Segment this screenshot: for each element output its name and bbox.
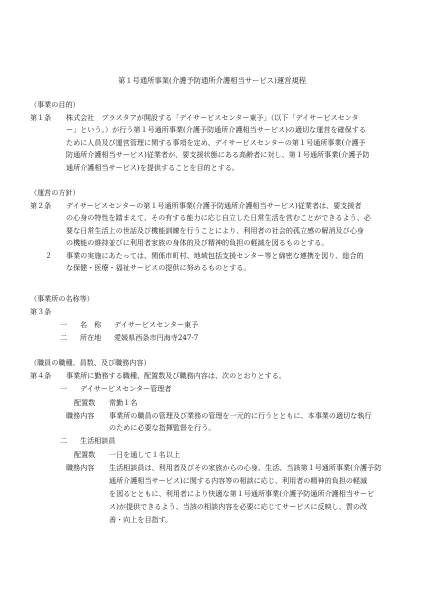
article-2-line: の心身の特性を踏まえて、その有する能力に応じ自立した日常生活を営むことができるよう、必	[66, 213, 371, 222]
article-2-line: の機能の維持並びに利用者家族の身体的及び精神的負担の軽減を図るものとする。	[66, 238, 329, 247]
article-3-item-2-label: 所在地	[80, 333, 102, 342]
item-2-duty-line: 通所介護相当サービス)に関する内容等の相談に応じ、利用者の精神的負担の軽減	[109, 476, 368, 485]
section-heading-policy: （運営の方針）	[30, 188, 80, 197]
item-2-duty-label: 職務内容	[66, 463, 95, 472]
item-2-duty-line: 善・向上を目指す。	[109, 515, 173, 524]
item-1-duty-label: 職務内容	[66, 411, 95, 420]
article-1-line: 通所介護相当サービス)を提供することを目的とする。	[66, 163, 240, 172]
article-2-line: デイサービスセンターの第１号通所事業(介護予防通所介護相当サービス)従業者は、要支援者	[66, 201, 362, 210]
item-2-duty-line: 生活相談員は、利用者及びその家族からの心身、生活、当該第１号通所事業(介護予防	[109, 463, 382, 472]
facility-address: 愛媛県西条市円海寺247-7	[114, 333, 199, 342]
article-3-item-1-label: 名 称	[80, 320, 102, 329]
section-heading-name: （事業所の名称等）	[30, 294, 94, 303]
article-2-paragraph-2-line: な保健・医療・福祉サービスの提供に努めるものとする。	[66, 263, 251, 272]
article-3-label: 第３条	[30, 307, 52, 316]
section-heading-staff: （職員の職種、員数、及び職務内容）	[30, 358, 151, 367]
item-2-count-value: 一日を通して１名以上	[109, 450, 180, 459]
item-2-duty-line: を図るとともに、利用者により快適な第１号通所事業(介護予防通所介護相当サービ	[109, 489, 375, 498]
article-2-label: 第２条	[30, 201, 52, 210]
article-1-line: ー」という。）が行う第１号通所事業(介護予防通所介護相当サービス)の適切な運営を確保する	[66, 125, 366, 134]
item-2-duty-line: ス)が提供できるよう、当該の相談内容を必要に応じてサービスに反映し、質の改	[109, 502, 368, 511]
article-3-item-2-mark: 二	[60, 333, 68, 342]
item-2-count-label: 配置数	[74, 450, 96, 459]
article-2-line: 要な日常生活上の世話及び機能訓練を行うことにより、利用者の社会的孤立感の解消及び心身	[66, 226, 364, 235]
article-2-paragraph-2-label: ２	[45, 251, 53, 260]
article-4-item-2-mark: 二	[60, 436, 68, 445]
article-1-line: 防通所介護相当サービス)従業者が、要支援状態にある高齢者に対し、第１号通所事業(介護予防	[66, 150, 370, 159]
article-2-paragraph-2-line: 事業の実施にあたっては、関係市町村、地域包括支援センター等と綿密な連携を図り、総合的	[66, 251, 364, 260]
item-1-count-value: 常勤１名	[109, 398, 138, 407]
article-4-item-2-title: 生活相談員	[80, 436, 116, 445]
article-1-line: ために人員及び運営管理に関する事項を定め、デイサービスセンターの第１号通所事業(介護予	[66, 138, 366, 147]
article-4-intro: 事業所に勤務する職種、配置数及び職務内容は、次のとおりとする。	[66, 371, 286, 380]
facility-name: デイサービスセンター東予	[114, 320, 199, 329]
document-title: 第１号通所事業(介護予防通所介護相当サービス)運営規程	[117, 76, 307, 85]
article-4-item-1-mark: 一	[60, 384, 68, 393]
article-3-item-1-mark: 一	[60, 320, 68, 329]
section-heading-purpose: （事業の目的）	[30, 100, 80, 109]
item-1-count-label: 配置数	[74, 398, 96, 407]
article-1-label: 第１条	[30, 113, 52, 122]
item-1-duty-line: のために必要な指揮監督を行う。	[109, 423, 216, 432]
item-1-duty-line: 事業所の職員の管理及び業務の管理を一元的に行うとともに、本事業の適切な執行	[109, 411, 372, 420]
article-4-item-1-title: デイサービスセンター管理者	[80, 384, 172, 393]
article-4-label: 第４条	[30, 371, 52, 380]
article-1-line: 株式会社 プラスタアが開設する「デイサービスセンター東予」（以下「デイサービスセンタ	[66, 113, 359, 122]
